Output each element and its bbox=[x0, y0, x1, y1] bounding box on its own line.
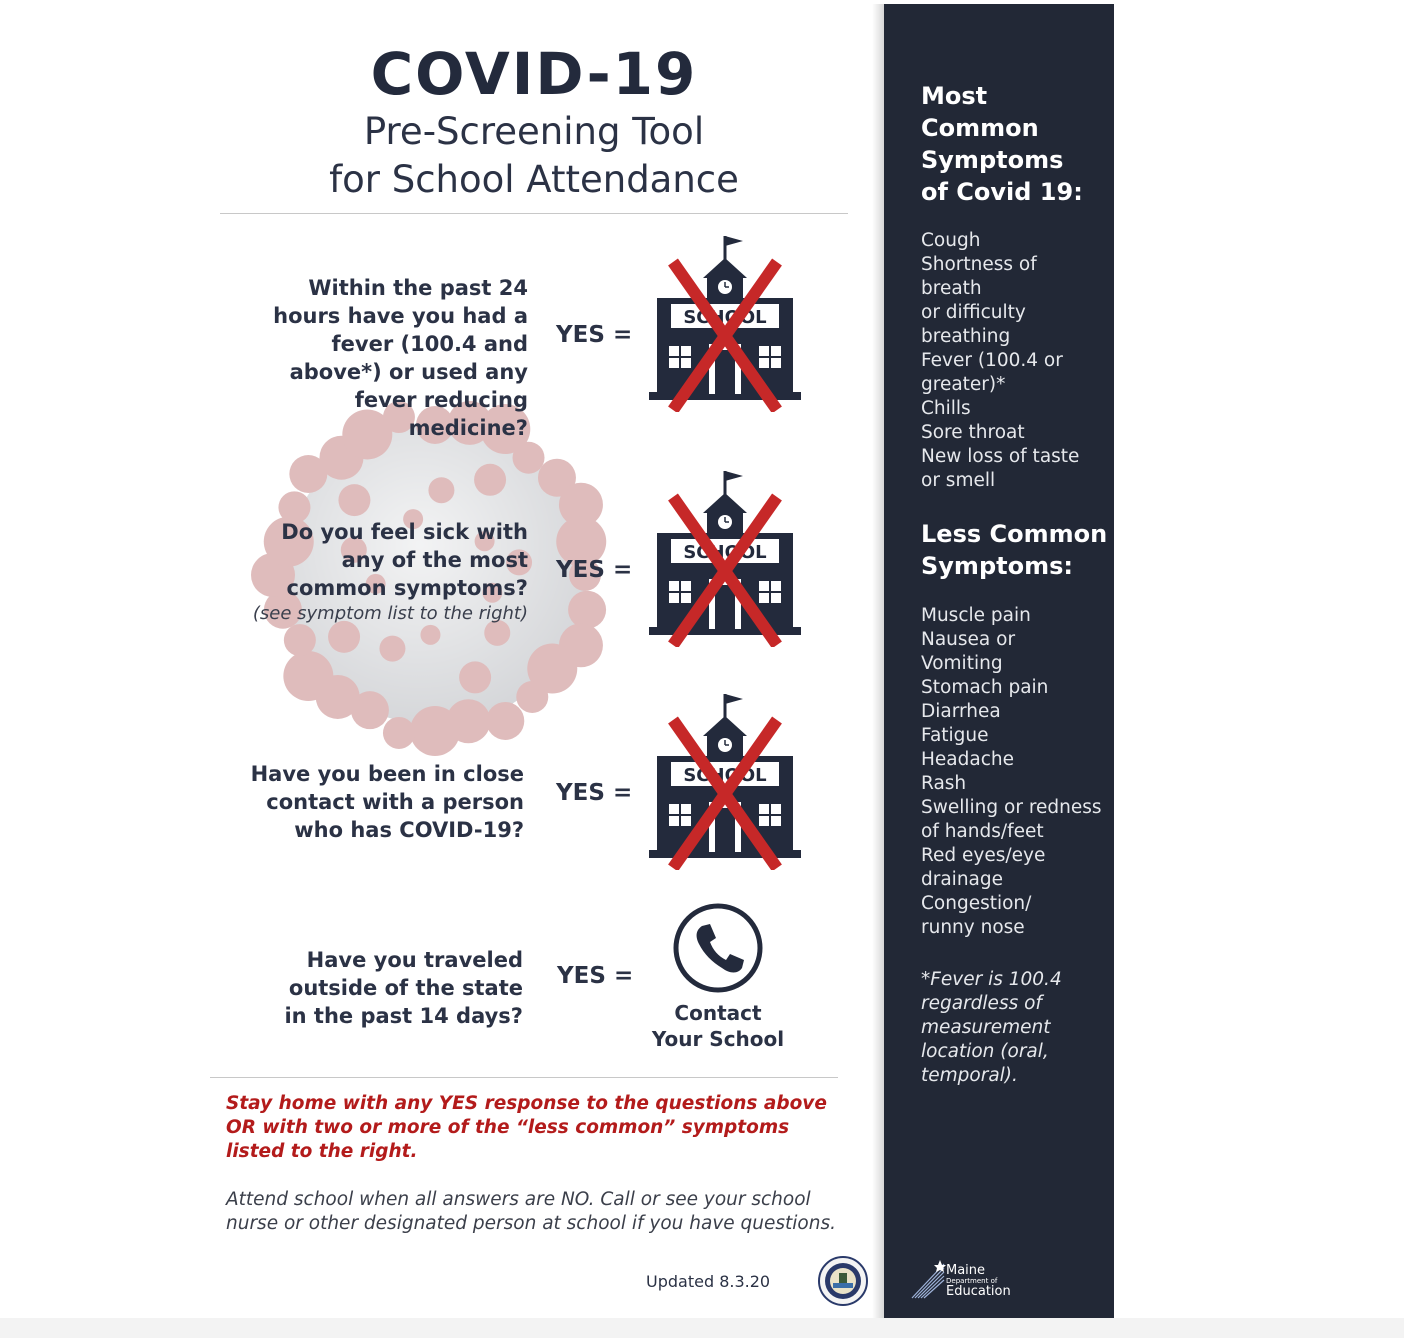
symptom-item: Vomiting bbox=[921, 653, 1003, 674]
heading-line: Symptoms bbox=[921, 146, 1064, 174]
symptom-item: Shortness of bbox=[921, 254, 1037, 275]
maine-doe-logo bbox=[910, 1260, 1090, 1300]
symptom-item: runny nose bbox=[921, 917, 1025, 938]
updated-date: Updated 8.3.20 bbox=[646, 1272, 771, 1291]
symptom-item: breathing bbox=[921, 326, 1011, 347]
school-crossed-icon bbox=[645, 232, 805, 412]
attend-instructions: Attend school when all answers are NO. Call or see your school nurse or other designated person at school if you have questions. bbox=[226, 1189, 836, 1234]
symptom-item: Diarrhea bbox=[921, 701, 1001, 722]
heading-line: Common bbox=[921, 114, 1039, 142]
state-seal-icon bbox=[818, 1256, 868, 1306]
symptoms-sidebar bbox=[884, 4, 1114, 1320]
fever-footnote: *Fever is 100.4 regardless of measurement location (oral, temporal). bbox=[921, 969, 1062, 1086]
symptom-item: Rash bbox=[921, 773, 967, 794]
heading-line: Most bbox=[921, 82, 988, 110]
star-burst-icon bbox=[910, 1260, 946, 1300]
symptom-item: Cough bbox=[921, 230, 981, 251]
symptom-item: Headache bbox=[921, 749, 1014, 770]
question-close-contact bbox=[214, 760, 524, 844]
stay-home-warning: Stay home with any YES response to the questions above OR with two or more of the “less common” symptoms listed to the right. bbox=[226, 1093, 827, 1162]
subtitle-line-1: Pre-Screening Tool bbox=[363, 110, 705, 153]
contact-line-1: Contact bbox=[674, 1001, 762, 1025]
yes-label: YES = bbox=[556, 780, 633, 806]
symptom-item: Muscle pain bbox=[921, 605, 1031, 626]
footer-divider bbox=[210, 1077, 838, 1078]
heading-line: Symptoms: bbox=[921, 552, 1073, 580]
logo-text bbox=[946, 1264, 1011, 1298]
symptom-item: Nausea or bbox=[921, 629, 1016, 650]
logo-line-3: Education bbox=[946, 1284, 1011, 1299]
contact-line-2: Your School bbox=[651, 1027, 785, 1051]
symptom-item: breath bbox=[921, 278, 982, 299]
subtitle-line-2: for School Attendance bbox=[329, 158, 739, 201]
heading-line: of Covid 19: bbox=[921, 178, 1083, 206]
symptom-item: Sore throat bbox=[921, 422, 1025, 443]
bottom-strip bbox=[0, 1318, 1404, 1338]
symptom-item: or smell bbox=[921, 470, 996, 491]
page-subtitle bbox=[220, 108, 848, 204]
question-symptoms bbox=[236, 518, 528, 626]
symptom-item: Red eyes/eye bbox=[921, 845, 1046, 866]
school-crossed-icon bbox=[645, 467, 805, 647]
symptom-item: Swelling or redness bbox=[921, 797, 1102, 818]
symptom-item: Fever (100.4 or bbox=[921, 350, 1063, 371]
most-common-heading bbox=[921, 80, 1083, 208]
heading-line: Less Common bbox=[921, 520, 1108, 548]
logo-line-1: Maine bbox=[946, 1263, 986, 1278]
school-crossed-icon bbox=[645, 690, 805, 870]
symptom-item: drainage bbox=[921, 869, 1004, 890]
question-text: Have you traveled outside of the state in the past 14 days? bbox=[284, 948, 523, 1028]
symptom-item: of hands/feet bbox=[921, 821, 1044, 842]
symptom-item: or difficulty bbox=[921, 302, 1026, 323]
yes-label: YES = bbox=[556, 557, 633, 583]
less-common-list bbox=[921, 604, 1102, 940]
yes-label: YES = bbox=[556, 322, 633, 348]
question-text: Have you been in close contact with a person who has COVID-19? bbox=[250, 762, 524, 842]
symptom-item: Chills bbox=[921, 398, 971, 419]
logo-line-2: Department of bbox=[946, 1277, 998, 1285]
symptom-item: Congestion/ bbox=[921, 893, 1032, 914]
header-divider bbox=[220, 213, 848, 214]
page-title: COVID-19 bbox=[370, 40, 698, 108]
question-fever bbox=[236, 274, 528, 442]
contact-label bbox=[650, 1000, 786, 1052]
question-text: Within the past 24 hours have you had a fever (100.4 and above*) or used any fever reducing medicine? bbox=[273, 276, 528, 440]
most-common-list bbox=[921, 229, 1079, 493]
less-common-heading bbox=[921, 518, 1107, 582]
symptom-item: greater)* bbox=[921, 374, 1006, 395]
symptom-item: Fatigue bbox=[921, 725, 989, 746]
yes-label: YES = bbox=[557, 963, 634, 989]
symptom-item: Stomach pain bbox=[921, 677, 1049, 698]
question-travel bbox=[270, 946, 523, 1030]
question-text: Do you feel sick with any of the most common symptoms? bbox=[281, 520, 528, 600]
phone-icon bbox=[672, 902, 764, 994]
symptom-item: New loss of taste bbox=[921, 446, 1080, 467]
question-note: (see symptom list to the right) bbox=[252, 603, 528, 624]
